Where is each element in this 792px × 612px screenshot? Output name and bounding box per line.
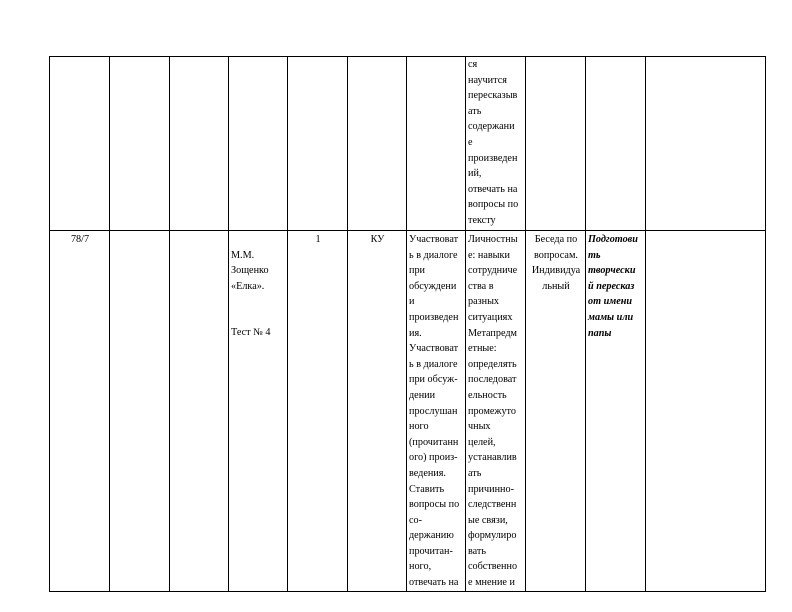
cell-notes [646,231,766,592]
cell-date-fact [170,57,229,231]
homework-text: Подготови ть творчески й пересказ от имени мамы или папы [586,231,646,592]
lesson-plan-table [49,56,766,592]
lesson-type-value: КУ [348,231,407,592]
cell-control [526,57,586,231]
test-label: Тест № 4 [231,326,271,338]
lesson-number: 78/7 [50,231,110,592]
cell-topic [229,231,288,592]
cell-activities [407,57,466,231]
table-row [50,231,766,592]
cell-lesson-type [348,57,407,231]
cell-date-plan [110,231,170,592]
results-text: Личностны е: навыки сотрудниче ства в разных ситуациях Метапредм етные: определять последоват ельность промежуто чных целей, устанавлив ать причинно- следственн ые связи, формулиро вать собственно е мнение и [466,231,526,592]
table-row [50,57,766,231]
cell-notes [646,57,766,231]
cell-hours [288,57,348,231]
cell-homework [586,57,646,231]
cell-results: ся научится пересказыв ать содержани е произведен ий, отвечать на вопросы по тексту [466,57,526,231]
cell-date-plan [110,57,170,231]
cell-date-fact [170,231,229,592]
cell-topic [229,57,288,231]
activities-text: Участвоват ь в диалоге при обсуждени и произведен ия. Участвоват ь в диалоге при обсуж- дении прослушан ного (прочитанн ого) произ- ведения. Ставить вопросы по со- держанию прочитан- ного, отвечать на [407,231,466,592]
topic-text: М.М. Зощенко «Елка». [231,249,269,292]
hours-value: 1 [288,231,348,592]
control-text: Беседа по вопросам. Индивидуа льный [526,231,586,592]
cell-number [50,57,110,231]
